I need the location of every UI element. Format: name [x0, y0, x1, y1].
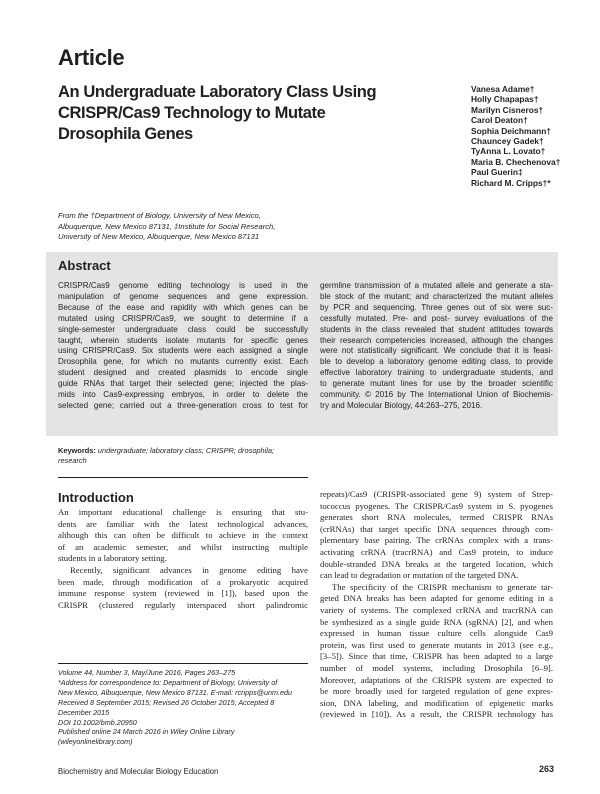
abstract-line: their research competencies increased, although the changes [320, 335, 553, 345]
body-line: plementary base pairing. The crRNAs complex with a trans- [320, 535, 553, 546]
body-line: can lead to degradation or mutation of the targeted DNA. [320, 570, 519, 581]
abstract-column-left [58, 281, 308, 412]
footnote-line: December 2015 [58, 707, 110, 717]
footnote-line: Received 8 September 2015; Revised 26 October 2015; Accepted 8 [58, 697, 275, 707]
abstract-line: student designed and created plasmids to encode single [58, 368, 308, 378]
article-footnote [58, 668, 320, 747]
affiliation-line: From the †Department of Biology, University of New Mexico, [58, 211, 261, 220]
abstract-column-right [320, 281, 553, 412]
introduction-heading: Introduction [58, 490, 134, 505]
body-line: Recently, significant advances in genome editing have [70, 564, 308, 575]
body-line: of an academic semester, and whilst instructing multiple [58, 541, 308, 552]
footnote-line: DOI 10.1002/bmb.20950 [58, 717, 137, 727]
body-line: be synthesized as a single guide RNA (sgRNA) [2], and when [320, 616, 553, 627]
author: Chauncey Gadek† [471, 136, 544, 147]
abstract-line: effective laboratory training to undergraduate students, and [320, 368, 553, 378]
abstract-heading: Abstract [58, 258, 111, 273]
author: Paul Guerin‡ [471, 167, 523, 178]
journal-name: Biochemistry and Molecular Biology Education [58, 767, 219, 776]
author: Holly Chapapas† [471, 94, 539, 105]
abstract-line: mutated using CRISPR/Cas9, we sought to determine if a [58, 313, 308, 323]
body-line: although this can often be difficult to achieve in the context [58, 530, 308, 541]
abstract-line: mids into Cas9-expressing embryos, in order to delete the [58, 390, 308, 400]
body-line: protein, was first used to generate mutants in 2013 (see e.g., [320, 639, 553, 650]
abstract-line: Drosophila gene, for which no mutants currently exist. Each [58, 357, 308, 367]
section-divider [58, 477, 308, 478]
affiliation [58, 211, 348, 243]
abstract-line: students in the class revealed that student attitudes towards [320, 324, 553, 334]
keywords-label: Keywords: [58, 446, 96, 455]
body-line: [3–5]). Since that time, CRISPR has been adapted to a large [320, 651, 553, 662]
abstract-line: try and Molecular Biology, 44:263–275, 2016. [320, 400, 483, 410]
body-line: activating crRNA (tracrRNA) and Cas9 protein, to induce [320, 546, 553, 557]
body-line: The specificity of the CRISPR mechanism to generate tar- [332, 581, 553, 592]
body-line: tococcus pyogenes. The CRISPR/Cas9 system in S. pyogenes [320, 500, 553, 511]
author: Maria B. Chechenova† [471, 156, 561, 167]
abstract-line: Because of the ease and rapidity with which genes can be [58, 302, 308, 312]
abstract-line: single-semester undergraduate class could be successfully [58, 324, 308, 334]
abstract-line: guide RNAs that target their selected gene; injected the plas- [58, 379, 308, 389]
body-line: variety of systems. The complexed crRNA and tracrRNA can [320, 604, 553, 615]
body-line: been made, through modification of a prokaryotic acquired [58, 576, 308, 587]
footnote-divider [58, 663, 308, 664]
body-line: Moreover, adaptations of the CRISPR system are expected to [320, 674, 553, 685]
article-title-line-3: Drosophila Genes [58, 125, 193, 143]
body-line: geted DNA breaks has been adapted for genome editing in a [320, 593, 553, 604]
article-title-line-2: CRISPR/Cas9 Technology to Mutate [58, 104, 326, 122]
body-line: An important educational challenge is ensuring that stu- [58, 507, 308, 517]
abstract-line: by PCR and sequencing. Three genes out of six were suc- [320, 302, 553, 312]
page-number: 263 [539, 764, 555, 774]
affiliation-line: University of New Mexico, Albuquerque, New Mexico 87131 [58, 232, 260, 241]
body-line: dents are familiar with the latest technological advances, [58, 518, 308, 529]
abstract-line: taught, wherein students isolate mutants for specific genes [58, 335, 308, 345]
introduction-column-left [58, 507, 308, 611]
abstract-line: ble to develop a laboratory genome editing class, to provide [320, 357, 553, 367]
author: Carol Deaton† [471, 115, 528, 126]
body-line: generates short RNA molecules, termed CRISPR RNAs [320, 512, 553, 523]
abstract-line: to generate mutant lines for use by the broader scientific [320, 379, 553, 389]
author: Sophia Deichmann† [471, 125, 552, 136]
body-line: expressed in human tissue culture cells alongside Cas9 [320, 628, 553, 639]
abstract-line: selected gene; carried out a three-generation cross to test for [58, 400, 308, 410]
author: TyAnna L. Lovato† [471, 146, 546, 157]
footnote-line: New Mexico, Albuquerque, New Mexico 87131. E-mail: rcripps@unm.edu [58, 687, 292, 697]
author: Marilyn Cisneros† [471, 104, 544, 115]
body-line: (reviewed in [10]). As a result, the CRISPR technology has [320, 709, 553, 720]
footnote-line: Published online 24 March 2016 in Wiley Online Library [58, 727, 235, 737]
body-line: repeats)/Cas9 (CRISPR-associated gene 9) system of Strep- [320, 489, 553, 499]
abstract-line: manipulation of genome sequences and gene expression. [58, 291, 308, 301]
author: Vanesa Adame† [471, 84, 535, 94]
abstract-line: ble stock of the mutant; and characterized the mutant alleles [320, 291, 553, 301]
body-line: sion, DNA labeling, and modification of epigenetic marks [320, 697, 553, 708]
footnote-line: *Address for correspondence to: Department of Biology, University of [58, 677, 278, 687]
abstract-line: CRISPR/Cas9 genome editing technology is used in the [58, 281, 308, 290]
abstract-line: were not statistically significant. We conclude that it is feasi- [320, 346, 553, 356]
body-line: students in a laboratory setting. [58, 553, 167, 564]
introduction-column-right [320, 489, 553, 721]
abstract-line: cessfully mutated. Pre- and post- survey evaluations of the [320, 313, 553, 323]
article-title-line-1: An Undergraduate Laboratory Class Using [58, 83, 377, 101]
body-line: immune response system (reviewed in [1]), based upon the [58, 588, 308, 599]
body-line: be more broadly used for targeted regulation of gene expres- [320, 686, 553, 697]
body-line: double-stranded DNA breaks at the targeted location, which [320, 558, 553, 569]
body-line: number of model systems, including Drosophila [6–9]. [320, 662, 553, 673]
author-list [471, 84, 596, 188]
abstract-line: germline transmission of a mutated allele and generate a sta- [320, 281, 553, 290]
footnote-line: Volume 44, Number 3, May/June 2016, Pages 263–275 [58, 668, 236, 677]
body-line: CRISPR (clustered regularly interspaced short palindromic [58, 599, 308, 610]
abstract-line: community. © 2016 by The International Union of Biochemis- [320, 390, 553, 400]
keywords-list: undergraduate; laboratory class; CRISPR; drosophila; [97, 446, 275, 455]
affiliation-line: Albuquerque, New Mexico 87131, ‡Institute for Social Research, [58, 221, 276, 231]
abstract-line: using CRISPR/Cas9. Six students were each assigned a single [58, 346, 308, 356]
keywords [58, 446, 320, 466]
keywords-list-continued: research [58, 456, 87, 465]
body-line: (crRNAs) that target specific DNA sequences through com- [320, 523, 553, 534]
footnote-line: (wileyonlinelibrary.com) [58, 737, 133, 747]
article-type-label: Article [58, 45, 125, 70]
author: Richard M. Cripps†* [471, 177, 551, 188]
